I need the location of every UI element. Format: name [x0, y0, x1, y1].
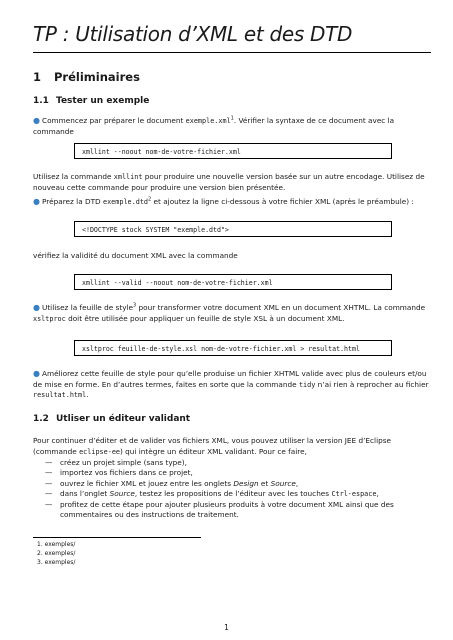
footnote-2: 2. exemples/ — [37, 550, 76, 557]
paragraph-stylesheet: ● Utilisez la feuille de style$^3$ pour transformer votre document XML en un document XHTML. La commande xsltproc doit être utilisée pour appliquer un feuille de style XSL à un document XML. — [33, 302, 426, 323]
code-block-xmllint-valid: xmllint --valid --noout nom-de-votre-fichier.xml — [74, 274, 392, 290]
list-item: — importez vos fichiers dans ce projet, — [45, 468, 193, 478]
list-item: — profitez de cette étape pour ajouter plusieurs produits à votre document XML ainsi que des commentaires ou des instructions de traitement. — [45, 499, 394, 520]
paragraph-xmllint-encoding: Utilisez la commande xmllint pour produire une nouvelle version basée sur un autre encodage. Utilisez de nouveau cette commande pour produire une version bien présentée. — [33, 172, 425, 192]
footnote-1: 1. exemples/ — [37, 541, 76, 548]
section-number: 1 — [33, 70, 42, 84]
code-block-doctype: <!DOCTYPE stock SYSTEM "exemple.dtd"> — [74, 221, 392, 237]
footnote-ref: 1 — [230, 115, 234, 122]
subsection-number: 1.2 — [33, 414, 49, 424]
list-item: — créez un projet simple (sans type), — [45, 458, 187, 467]
page-title: TP : Utilisation d’XML et des DTD — [33, 22, 353, 46]
subsection-title: Tester un exemple — [56, 96, 150, 106]
dash-icon: — — [45, 499, 53, 509]
section-heading-1 — [33, 70, 140, 84]
paragraph-prepare-document: ● Commencez par préparer le document exemple.xml$^1$. Vérifier la syntaxe de ce document avec la commande — [33, 115, 395, 136]
dash-icon: — — [45, 478, 53, 488]
footnote-ref: 2 — [148, 196, 152, 203]
page-number: 1 — [224, 623, 229, 632]
subsection-heading-1-1 — [33, 96, 149, 106]
title-rule — [33, 52, 431, 53]
footnote-rule — [33, 537, 201, 538]
subsection-number: 1.1 — [33, 96, 49, 106]
list-item: — dans l’onglet Source, testez les propositions de l’éditeur avec les touches Ctrl-espace, — [45, 489, 379, 499]
code-block-xsltproc: xsltproc feuille-de-style.xsl nom-de-votre-fichier.xml > resultat.html — [74, 340, 392, 356]
code-block-xmllint-noout: xmllint --noout nom-de-votre-fichier.xml — [74, 143, 392, 159]
steps-list — [33, 458, 431, 520]
paragraph-verify-validity: vérifiez la validité du document XML avec la commande — [33, 251, 238, 260]
paragraph-eclipse: Pour continuer d’éditer et de valider vos fichiers XML, vous pouvez utiliser la version JEE d’Eclipse (commande eclipse-ee) qui intègre un éditeur XML validant. Pour ce faire, — [33, 436, 392, 456]
footnote-3: 3. exemples/ — [37, 559, 76, 566]
subsection-title: Utliser un éditeur validant — [56, 414, 191, 424]
bullet-icon: ● — [33, 369, 40, 378]
footnote-ref: 3 — [133, 302, 137, 309]
list-item: — ouvrez le fichier XML et jouez entre les onglets Design et Source, — [45, 478, 299, 488]
paragraph-prepare-dtd: ● Préparez la DTD exemple.dtd$^2$ et ajoutez la ligne ci-dessous à votre fichier XML (après le préambule) : — [33, 196, 414, 206]
subsection-heading-1-2 — [33, 414, 190, 424]
dash-icon: — — [45, 489, 53, 499]
bullet-icon: ● — [33, 303, 40, 312]
dash-icon: — — [45, 458, 53, 467]
bullet-icon: ● — [33, 197, 40, 206]
section-title: Préliminaires — [54, 70, 140, 84]
dash-icon: — — [45, 468, 53, 478]
paragraph-improve-stylesheet: ● Améliorez cette feuille de style pour qu’elle produise un fichier XHTML valide avec plus de couleurs et/ou de mise en forme. En d’autres termes, faites en sorte que la commande tidy n’ai rien à reprocher au fichier resultat.html. — [33, 369, 429, 400]
bullet-icon: ● — [33, 116, 40, 125]
